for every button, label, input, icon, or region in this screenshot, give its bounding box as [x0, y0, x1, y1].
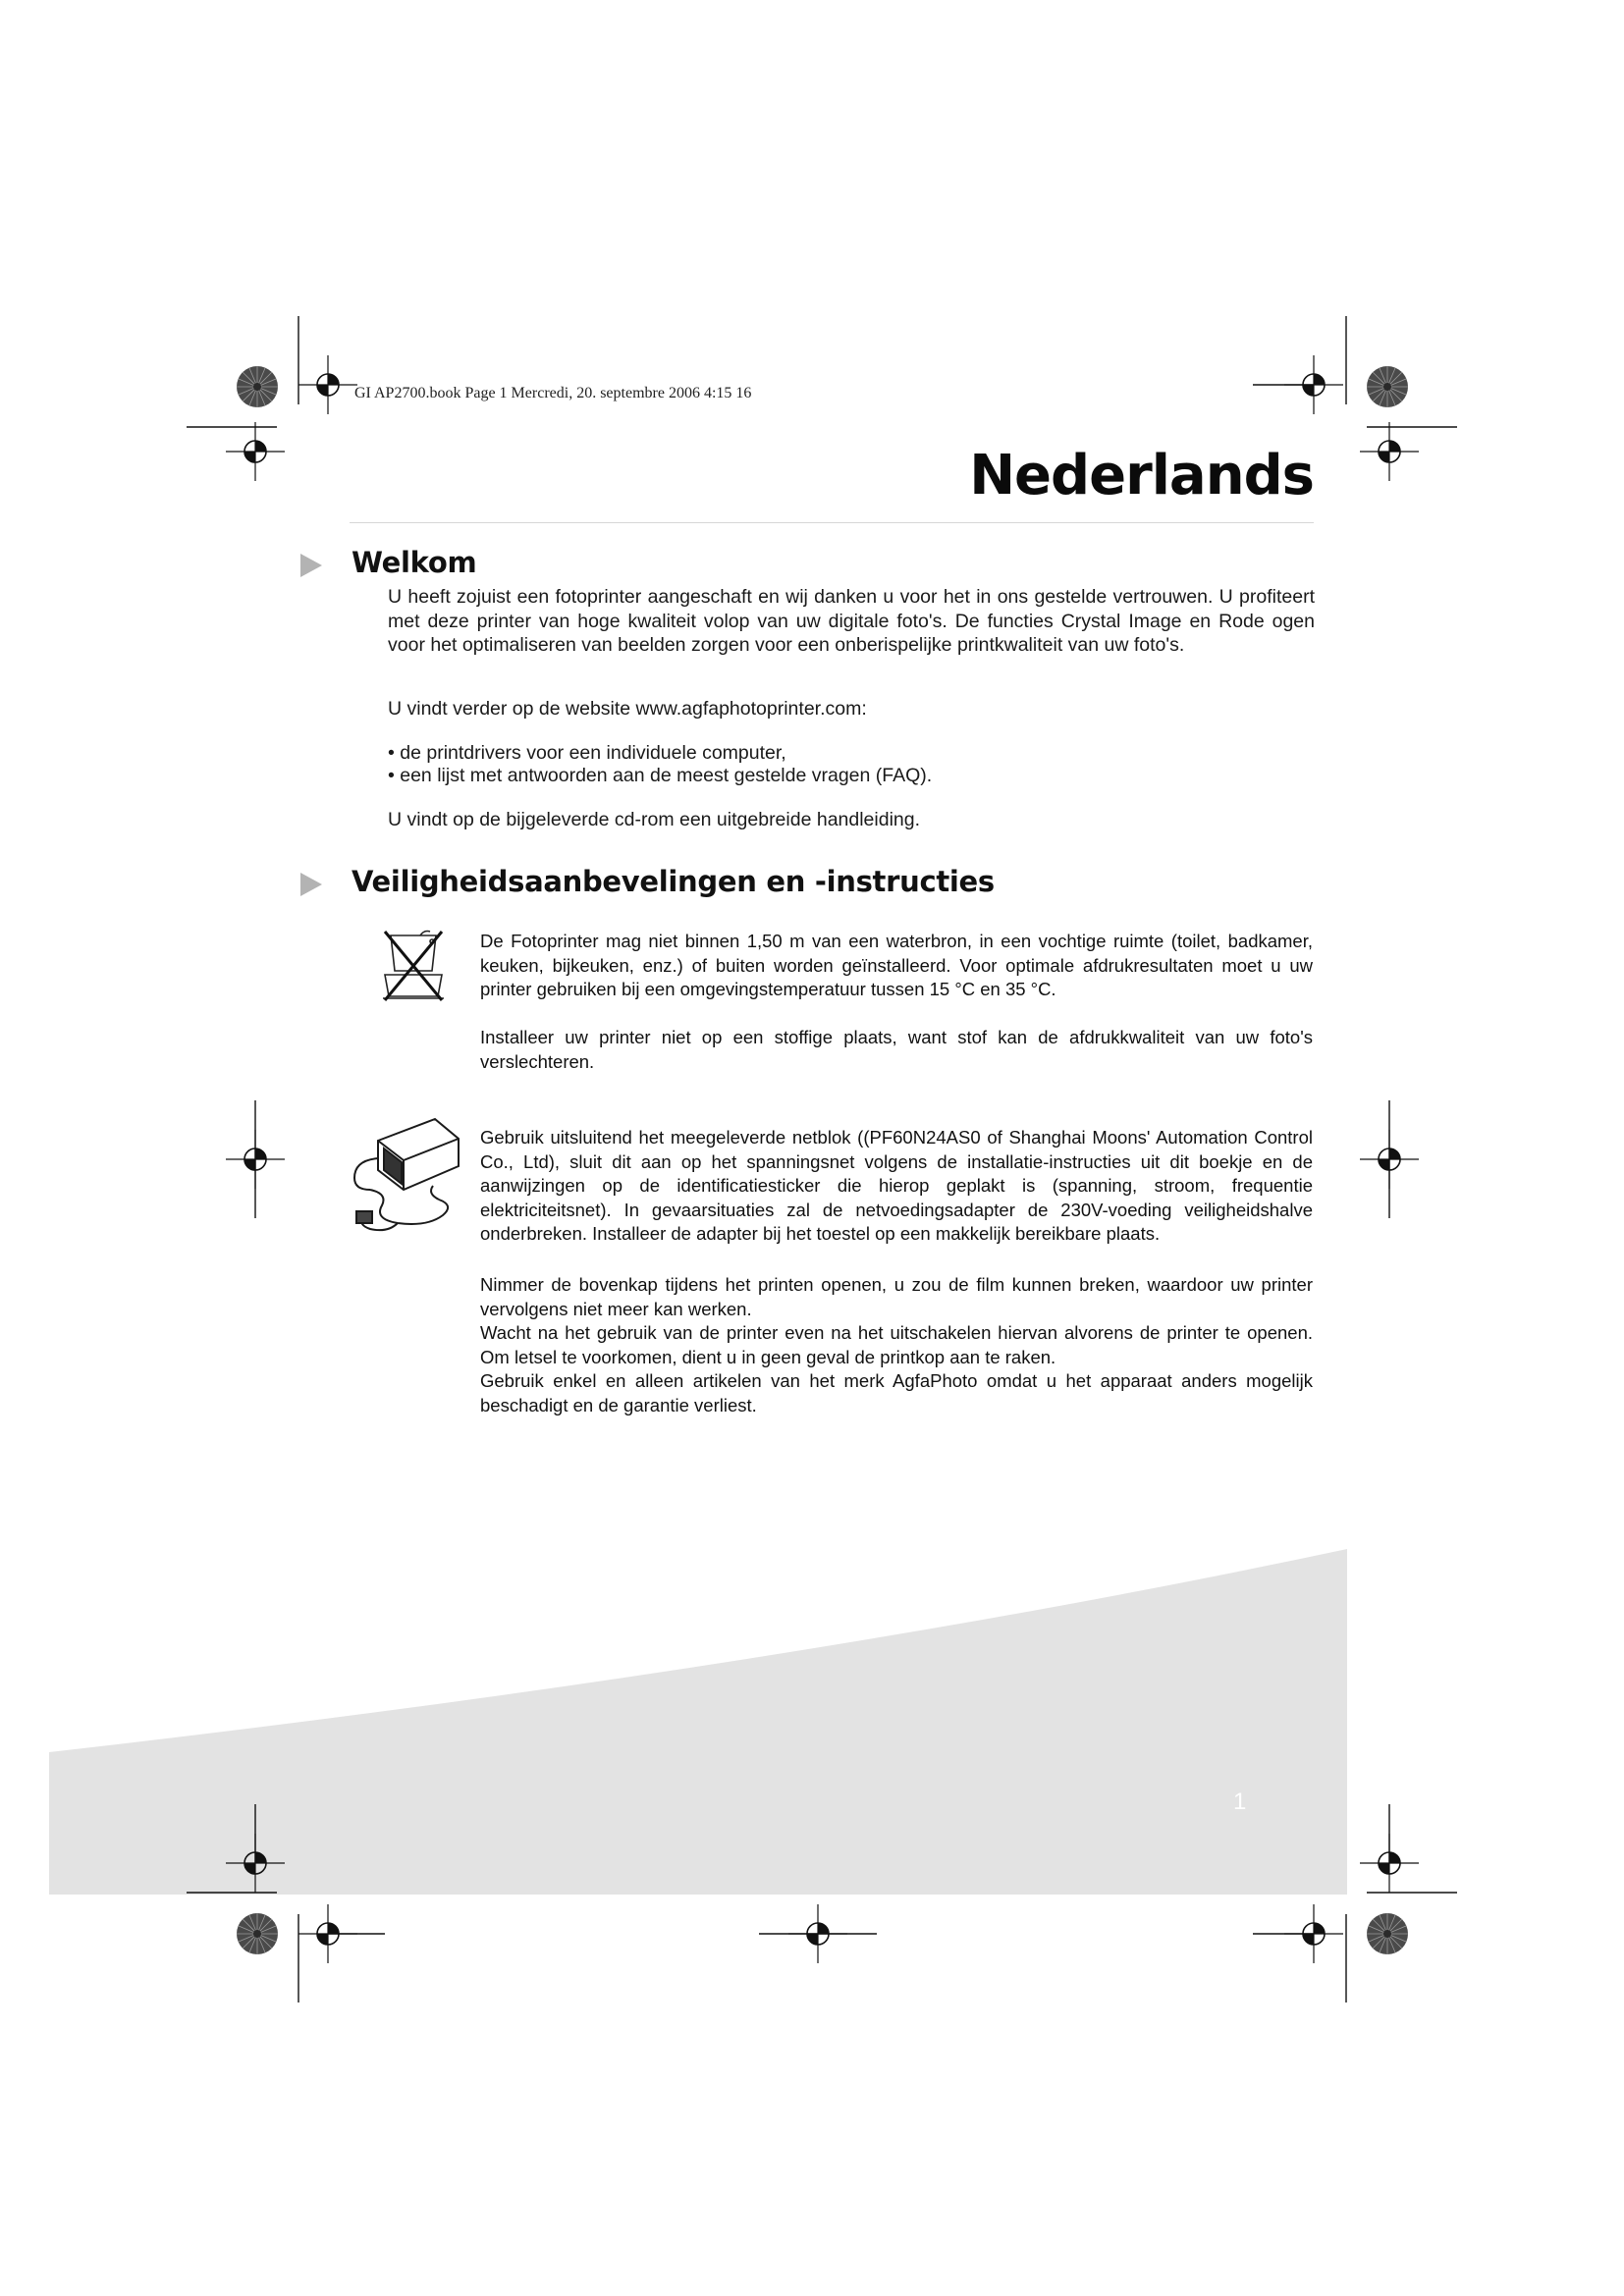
section-arrow-icon — [300, 554, 322, 577]
welcome-cdrom-line: U vindt op de bijgeleverde cd-rom een uitgebreide handleiding. — [388, 809, 921, 830]
safety-water-paragraph: De Fotoprinter mag niet binnen 1,50 m van een waterbron, in een vochtige ruimte (toilet, badkamer, keuken, bijkeuken, enz.) of buiten worden geïnstalleerd. Voor optimale afdrukresultaten moet u uw printer gebruiken bij een omgevingstemperatuur tussen 15 °C en 35 °C. — [480, 931, 1313, 999]
safety-cover-paragraph: Nimmer de bovenkap tijdens het printen openen, u zou de film kunnen breken, waardoor uw printer vervolgens niet meer kan werken. — [480, 1274, 1313, 1319]
starburst-mark-br — [1367, 1913, 1408, 1954]
welcome-bullet: • de printdrivers voor een individuele computer, — [388, 742, 786, 764]
section-title-welcome: Welkom — [352, 546, 477, 579]
safety-adapter-paragraph: Gebruik uitsluitend het meegeleverde netblok ((PF60N24AS0 of Shanghai Moons' Automation Control Co., Ltd), sluit dit aan op het spanningsnet volgens de installatie-instructies uit dit boekje en de aanwijzingen op de identificatiesticker die hierop geplakt is (spanning, stroom, frequentie elektriciteitsnet). In gevaarsituaties zal de netvoedingsadapter de 230V-voeding veiligheidshalve onderbreken. Installeer de adapter bij het toestel op een makkelijk bereikbare plaats. — [480, 1127, 1313, 1244]
power-adapter-icon — [349, 1109, 464, 1247]
title-divider — [350, 522, 1314, 523]
starburst-mark-tl — [237, 366, 278, 407]
section-arrow-icon — [300, 873, 322, 896]
page-number: 1 — [1233, 1789, 1247, 1815]
safety-dust-paragraph: Installeer uw printer niet op een stoffige plaats, want stof kan de afdrukkwaliteit van uw foto's verslechteren. — [480, 1027, 1313, 1072]
starburst-mark-bl — [237, 1913, 278, 1954]
welcome-intro: U heeft zojuist een fotoprinter aangeschaft en wij danken u voor het in ons gestelde vertrouwen. U profiteert met deze printer van hoge kwaliteit volop van uw digitale foto's. De functies Crystal Image en Rode ogen voor het optimaliseren van beelden zorgen voor een onberispelijke printkwaliteit van uw foto's. — [388, 586, 1315, 656]
safety-printhead-paragraph: Wacht na het gebruik van de printer even na het uitschakelen hiervan alvorens de printer te openen. Om letsel te voorkomen, dient u in geen geval de printkop aan te raken. — [480, 1322, 1313, 1367]
section-title-safety: Veiligheidsaanbevelingen en -instructies — [352, 865, 995, 898]
page-title: Nederlands — [969, 444, 1314, 507]
welcome-website-line: U vindt verder op de website www.agfaphotoprinter.com: — [388, 698, 867, 720]
safety-agfaphoto-paragraph: Gebruik enkel en alleen artikelen van het merk AgfaPhoto omdat u het apparaat anders mogelijk beschadigt en de garantie verliest. — [480, 1370, 1313, 1415]
crossed-out-bathtub-icon — [377, 928, 450, 1004]
file-info-header: GI AP2700.book Page 1 Mercredi, 20. septembre 2006 4:15 16 — [354, 385, 752, 401]
starburst-mark-tr — [1367, 366, 1408, 407]
welcome-bullet: • een lijst met antwoorden aan de meest gestelde vragen (FAQ). — [388, 765, 933, 786]
